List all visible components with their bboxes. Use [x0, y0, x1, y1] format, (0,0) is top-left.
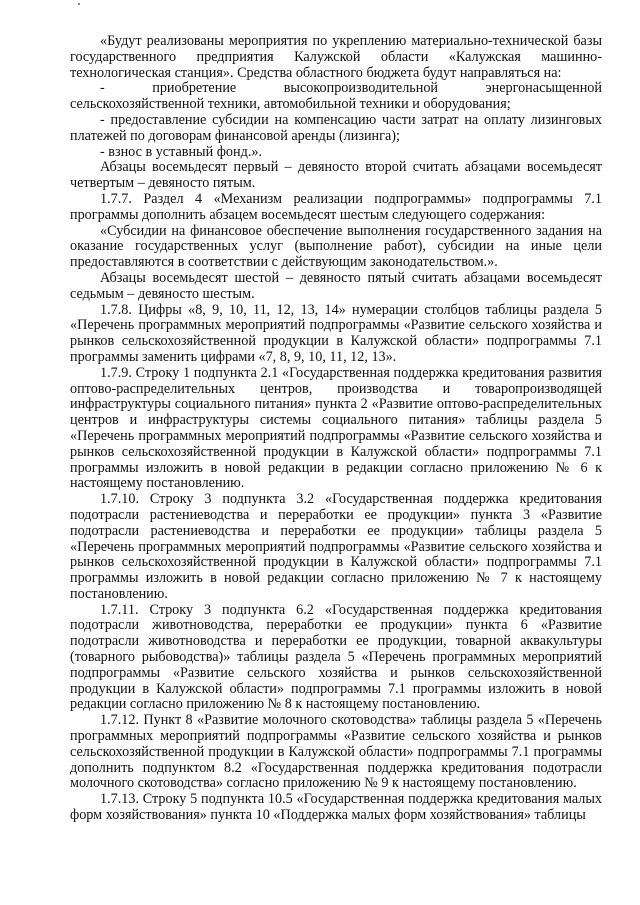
paragraph-renumber-1: Абзацы восемьдесят первый – девяносто второй считать абзацами восемьдесят четвертым – девяносто пятым.: [70, 159, 602, 192]
paragraph-1-7-13: 1.7.13. Строку 5 подпункта 10.5 «Государственная поддержка кредитования малых форм хозяйствования» пункта 10 «Поддержка малых форм хозяйствования» таблицы: [70, 791, 602, 824]
paragraph-1-7-11: 1.7.11. Строку 3 подпункта 6.2 «Государственная поддержка кредитования подотрасли животноводства, переработки ее продукции» пункта 6 «Развитие подотрасли животноводства и переработки ее продукции, товарной аквакультуры (товарного рыбоводства)» таблицы раздела 5 «Перечень программных мероприятий подпрограммы «Развитие сельского хозяйства и рынков сельскохозяйственной продукции в Калужской области» подпрограммы 7.1 программы изложить в новой редакции согласно приложению № 8 к настоящему постановлению.: [70, 601, 602, 713]
document-body: [70, 34, 602, 824]
paragraph-intro-quote: «Будут реализованы мероприятия по укреплению материально-технической базы государственного предприятия Калужской области «Калужская машинно-технологическая станция». Средства областного бюджета будут направляться на:: [70, 33, 602, 81]
list-item-equipment: - приобретение высокопроизводительной энергонасыщенной сельскохозяйственной техники, автомобильной техники и оборудования;: [70, 80, 602, 113]
paragraph-1-7-10: 1.7.10. Строку 3 подпункта 3.2 «Государственная поддержка кредитования подотрасли растениеводства и переработки ее продукции» пункта 3 «Развитие подотрасли растениеводства и переработки ее продукции» таблицы раздела 5 «Перечень программных мероприятий подпрограммы «Развитие сельского хозяйства и рынков сельскохозяйственной продукции в Калужской области» подпрограммы 7.1 программы изложить в новой редакции согласно приложению № 7 к настоящему постановлению.: [70, 491, 602, 602]
paragraph-1-7-9: 1.7.9. Строку 1 подпункта 2.1 «Государственная поддержка кредитования развития оптово-распределительных центров, производства и товаропроизводящей инфраструктуры социального питания» пункта 2 «Развитие оптово-распределительных центров и инфраструктуры системы социального питания» таблицы раздела 5 «Перечень программных мероприятий подпрограммы «Развитие сельского хозяйства и рынков сельскохозяйственной продукции в Калужской области» подпрограммы 7.1 программы изложить в новой редакции в редакции согласно приложению № 6 к настоящему постановлению.: [70, 364, 602, 492]
paragraph-renumber-2: Абзацы восемьдесят шестой – девяносто пятый считать абзацами восемьдесят седьмым – девяносто шестым.: [70, 269, 602, 302]
paragraph-subsidy-quote: «Субсидии на финансовое обеспечение выполнения государственного задания на оказание государственных услуг (выполнение работ), субсидии на иные цели предоставляются в соответствии с действующим законодательством.».: [70, 222, 602, 271]
paragraph-1-7-7: 1.7.7. Раздел 4 «Механизм реализации подпрограммы» подпрограммы 7.1 программы дополнить абзацем восемьдесят шестым следующего содержания:: [70, 190, 602, 223]
list-item-fund: - взнос в уставный фонд.».: [100, 143, 263, 160]
list-item-subsidy: - предоставление субсидии на компенсацию части затрат на оплату лизинговых платежей по договорам финансовой аренды (лизинга);: [70, 111, 602, 144]
scan-dot: [78, 3, 80, 5]
paragraph-1-7-12: 1.7.12. Пункт 8 «Развитие молочного скотоводства» таблицы раздела 5 «Перечень программных мероприятий подпрограммы «Развитие сельского хозяйства и рынков сельскохозяйственной продукции в Калужской области» подпрограммы 7.1 программы дополнить подпунктом 8.2 «Государственная поддержка кредитования подотрасли молочного скотоводства» согласно приложению № 9 к настоящему постановлению.: [70, 712, 602, 792]
paragraph-1-7-8: 1.7.8. Цифры «8, 9, 10, 11, 12, 13, 14» нумерации столбцов таблицы раздела 5 «Перечень программных мероприятий подпрограммы «Развитие сельского хозяйства и рынков сельскохозяйственной продукции в Калужской области» подпрограммы 7.1 программы заменить цифрами «7, 8, 9, 10, 11, 12, 13».: [70, 301, 602, 365]
